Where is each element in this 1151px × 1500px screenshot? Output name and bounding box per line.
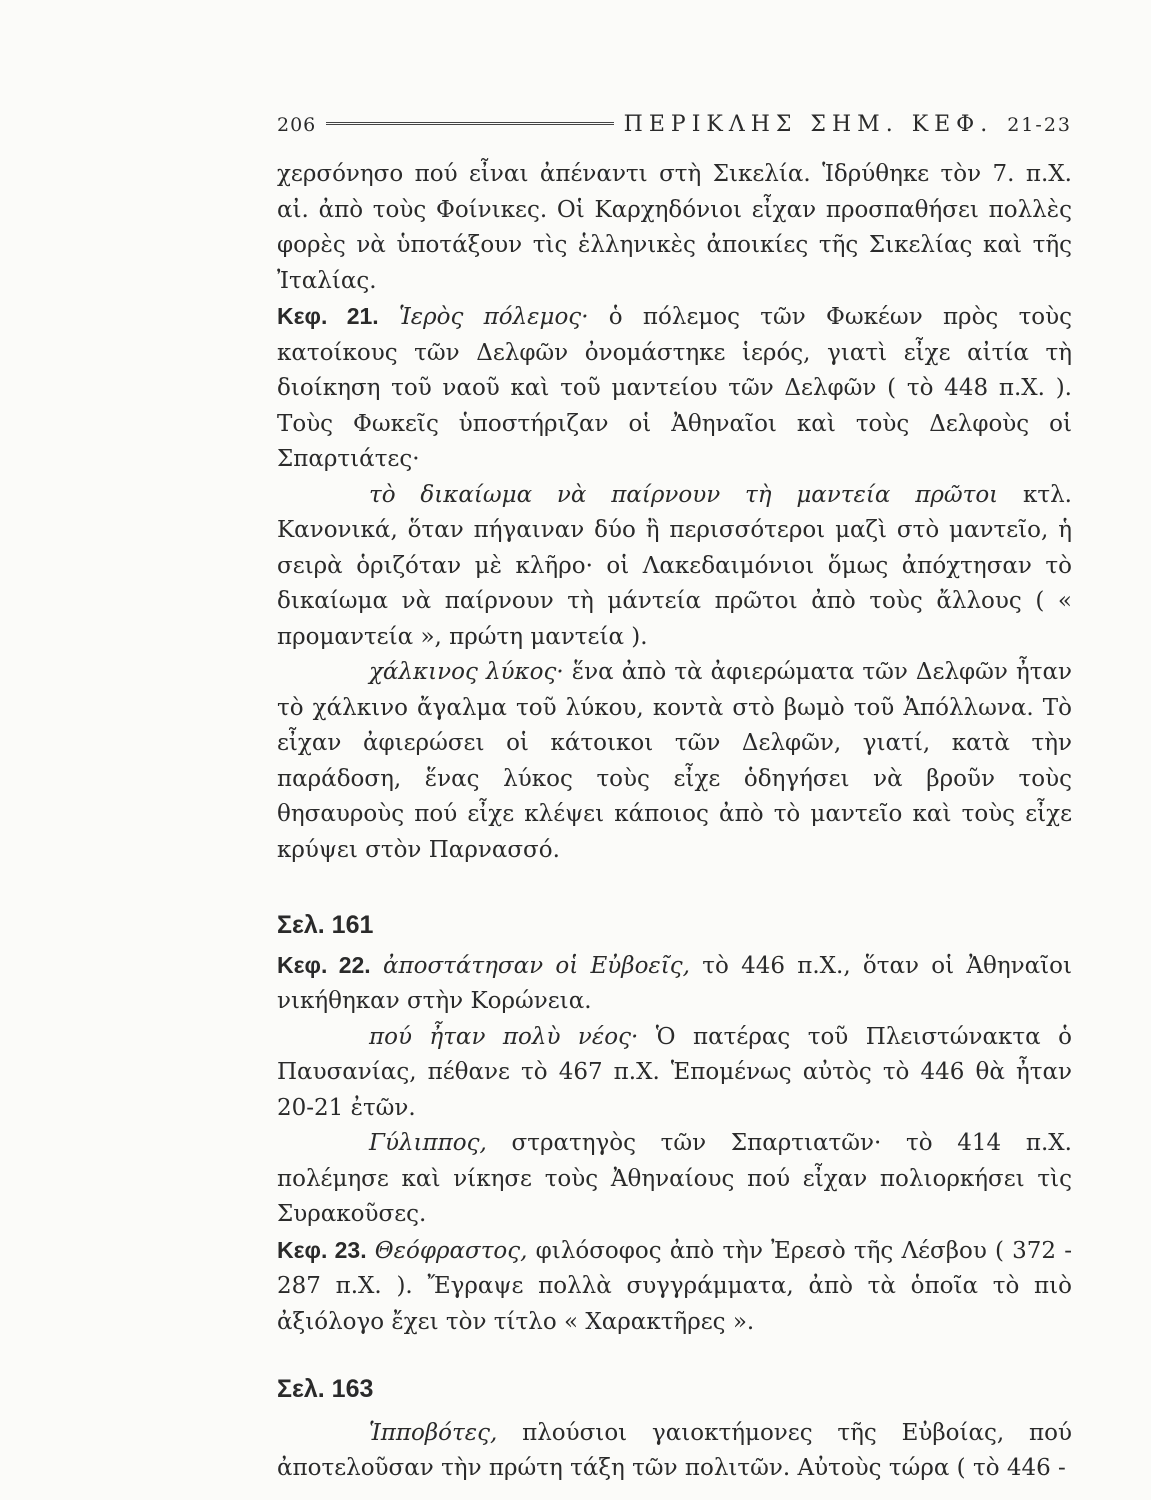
glossary-term: Ἱπποβότες, bbox=[369, 1419, 498, 1446]
paragraph: Κεφ. 22. ἀποστάτησαν οἱ Εὐβοεῖς, τὸ 446 π.Χ., ὅταν οἱ Ἀθηναῖοι νικήθηκαν στὴν Κορώνεια. bbox=[277, 951, 1073, 1014]
header-rule bbox=[326, 122, 613, 125]
chapter-label: Κεφ. 23. bbox=[277, 1236, 367, 1263]
glossary-term: πού ἦταν πολὺ νέος· bbox=[369, 1023, 639, 1050]
glossary-term: τὸ δικαίωμα νὰ παίρνουν τὴ μαντεία πρῶτοι bbox=[369, 481, 999, 508]
paragraph: χάλκινος λύκος· ἕνα ἀπὸ τὰ ἀφιερώματα τῶν Δελφῶν ἦταν τὸ χάλκινο ἄγαλμα τοῦ λύκου, κοντὰ στὸ βωμὸ τοῦ Ἀπόλλωνα. Τὸ εἶχαν ἀφιερώσει οἱ κάτοικοι τῶν Δελφῶν, γιατί, κατὰ τὴν παράδοση, ἕνας λύκος τοὺς εἶχε ὁδηγήσει νὰ βροῦν τοὺς θησαυροὺς πού εἶχε κλέψει κάποιος ἀπὸ τὸ μαντεῖο καὶ τοὺς εἶχε κρύψει στὸν Παρνασσό. bbox=[277, 659, 1073, 863]
chapter-label: Κεφ. 22. bbox=[277, 951, 371, 978]
glossary-term: Ἱερὸς πόλεμος· bbox=[398, 304, 589, 330]
section-heading: Σελ. 161 bbox=[277, 911, 374, 939]
glossary-term: Θεόφραστος, bbox=[374, 1237, 528, 1264]
paragraph: τὸ δικαίωμα νὰ παίρνουν τὴ μαντεία πρῶτοι κτλ. Κανονικά, ὅταν πήγαιναν δύο ἢ περισσότεροι μαζὶ στὸ μαντεῖο, ἡ σειρὰ ὁριζόταν μὲ κλῆρο· οἱ Λακεδαιμόνιοι ὅμως ἀπόχτησαν τὸ δικαίωμα νὰ παίρνουν τὴ μάντεία πρῶτοι ἀπὸ τοὺς ἄλλους ( « προμαντεία », πρώτη μαντεία ). bbox=[277, 481, 1072, 650]
paragraph: Κεφ. 23. Θεόφραστος, φιλόσοφος ἀπὸ τὴν Ἐρεσὸ τῆς Λέσβου ( 372 - 287 π.Χ. ). Ἔγραψε πολλὰ συγγράμματα, ἀπὸ τὰ ὁποῖα τὸ πιὸ ἀξιόλογο ἔχει τὸν τίτλο « Χαρακτῆρες ». bbox=[277, 1236, 1073, 1335]
paragraph: Κεφ. 21. Ἱερὸς πόλεμος· ὁ πόλεμος τῶν Φωκέων πρὸς τοὺς κατοίκους τῶν Δελφῶν ὀνομάστηκε ἱερός, γιατὶ εἶχε αἰτία τὴ διοίκηση τοῦ ναοῦ καὶ τοῦ μαντείου τῶν Δελφῶν ( τὸ 448 π.Χ. ). Τοὺς Φωκεῖς ὑποστήριζαν οἱ Ἀθηναῖοι καὶ τοὺς Δελφοὺς οἱ Σπαρτιάτες· bbox=[277, 303, 1073, 472]
glossary-term: ἀποστάτησαν οἱ Εὐβοεῖς, bbox=[382, 952, 690, 979]
header-chapter-range: 21-23 bbox=[1007, 114, 1072, 136]
header-title: ΠΕΡΙΚΛΗΣ ΣΗΜ. ΚΕΦ. bbox=[623, 112, 994, 137]
paragraph: χερσόνησο πού εἶναι ἀπέναντι στὴ Σικελία. Ἱδρύθηκε τὸν 7. π.Χ. αἰ. ἀπὸ τοὺς Φοίνικες. Οἱ Καρχηδόνιοι εἶχαν προσπαθήσει πολλὲς φορὲς νὰ ὑποτάξουν τὶς ἑλληνικὲς ἀποικίες τῆς Σικελίας καὶ τῆς Ἰταλίας. bbox=[277, 161, 1072, 294]
page-number: 206 bbox=[277, 114, 317, 136]
glossary-term: Γύλιππος, bbox=[369, 1130, 487, 1156]
glossary-term: χάλκινος λύκος· bbox=[369, 659, 564, 685]
paragraph: πού ἦταν πολὺ νέος· Ὁ πατέρας τοῦ Πλειστώνακτα ὁ Παυσανίας, πέθανε τὸ 467 π.Χ. Ἑπομένως αὐτὸς τὸ 446 θὰ ἦταν 20-21 ἐτῶν. bbox=[277, 1023, 1072, 1121]
paragraph: Ἱπποβότες, πλούσιοι γαιοκτήμονες τῆς Εὐβοίας, πού ἀποτελοῦσαν τὴν πρώτη τάξη τῶν πολιτῶν. Αὐτοὺς τώρα ( τὸ 446 - bbox=[277, 1419, 1072, 1481]
running-header bbox=[277, 112, 1072, 146]
paragraph: Γύλιππος, στρατηγὸς τῶν Σπαρτιατῶν· τὸ 414 π.Χ. πολέμησε καὶ νίκησε τοὺς Ἀθηναίους πού εἶχαν πολιορκήσει τὶς Συρακοῦσες. bbox=[277, 1130, 1072, 1227]
section-heading: Σελ. 163 bbox=[277, 1375, 374, 1403]
chapter-label: Κεφ. 21. bbox=[277, 303, 379, 329]
body-text bbox=[277, 157, 1072, 1487]
